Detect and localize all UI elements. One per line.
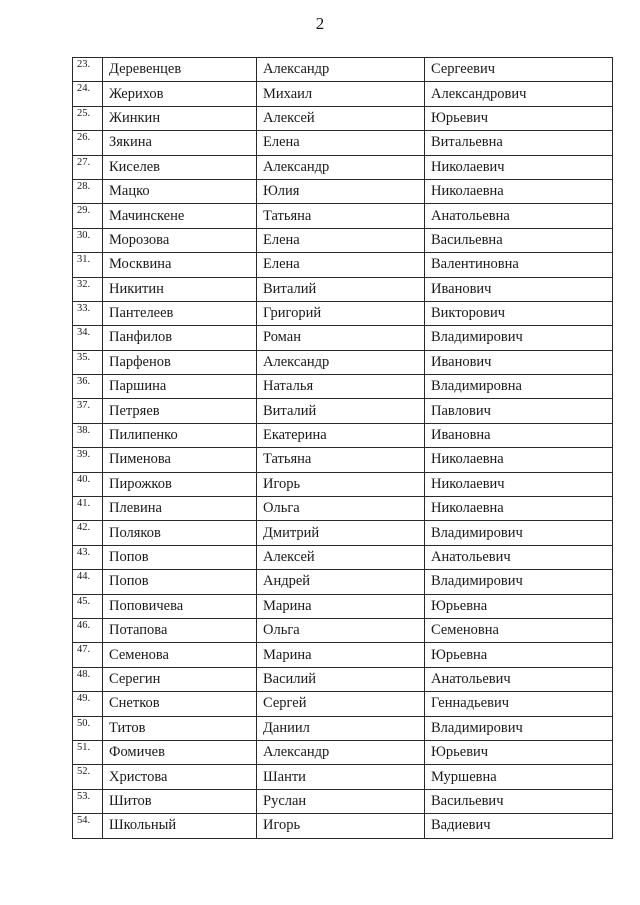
patronymic: Николаевна (425, 448, 613, 472)
last-name: Деревенцев (103, 58, 257, 82)
patronymic: Александрович (425, 82, 613, 106)
first-name: Даниил (257, 716, 425, 740)
last-name: Мачинскене (103, 204, 257, 228)
row-number: 38. (73, 423, 103, 447)
patronymic: Николаевич (425, 472, 613, 496)
row-number: 37. (73, 399, 103, 423)
first-name: Александр (257, 350, 425, 374)
row-number: 33. (73, 301, 103, 325)
table-row (73, 521, 613, 545)
last-name: Плевина (103, 497, 257, 521)
table-row (73, 643, 613, 667)
row-number: 46. (73, 618, 103, 642)
row-number: 54. (73, 814, 103, 838)
first-name: Татьяна (257, 448, 425, 472)
row-number: 23. (73, 58, 103, 82)
row-number: 43. (73, 545, 103, 569)
table-row (73, 594, 613, 618)
row-number: 31. (73, 253, 103, 277)
row-number: 25. (73, 106, 103, 130)
last-name: Паршина (103, 375, 257, 399)
last-name: Петряев (103, 399, 257, 423)
patronymic: Владимирович (425, 326, 613, 350)
last-name: Панфилов (103, 326, 257, 350)
row-number: 53. (73, 789, 103, 813)
first-name: Александр (257, 155, 425, 179)
row-number: 30. (73, 228, 103, 252)
row-number: 48. (73, 667, 103, 691)
first-name: Виталий (257, 277, 425, 301)
patronymic: Владимировна (425, 375, 613, 399)
patronymic: Юрьевич (425, 106, 613, 130)
patronymic: Васильевна (425, 228, 613, 252)
table-row (73, 253, 613, 277)
last-name: Семенова (103, 643, 257, 667)
row-number: 49. (73, 692, 103, 716)
table-row (73, 179, 613, 203)
patronymic: Анатольевич (425, 667, 613, 691)
first-name: Сергей (257, 692, 425, 716)
last-name: Потапова (103, 618, 257, 642)
last-name: Пантелеев (103, 301, 257, 325)
patronymic: Валентиновна (425, 253, 613, 277)
patronymic: Юрьевна (425, 643, 613, 667)
row-number: 51. (73, 740, 103, 764)
last-name: Зякина (103, 131, 257, 155)
first-name: Елена (257, 131, 425, 155)
patronymic: Викторович (425, 301, 613, 325)
first-name: Виталий (257, 399, 425, 423)
table-row (73, 789, 613, 813)
first-name: Юлия (257, 179, 425, 203)
row-number: 24. (73, 82, 103, 106)
table-row (73, 618, 613, 642)
last-name: Шитов (103, 789, 257, 813)
patronymic: Николаевна (425, 497, 613, 521)
row-number: 42. (73, 521, 103, 545)
last-name: Никитин (103, 277, 257, 301)
first-name: Елена (257, 228, 425, 252)
last-name: Христова (103, 765, 257, 789)
last-name: Снетков (103, 692, 257, 716)
names-table (72, 57, 613, 839)
last-name: Титов (103, 716, 257, 740)
table-row (73, 399, 613, 423)
first-name: Роман (257, 326, 425, 350)
table-row (73, 545, 613, 569)
names-table-body (73, 58, 613, 839)
first-name: Алексей (257, 545, 425, 569)
first-name: Татьяна (257, 204, 425, 228)
first-name: Ольга (257, 618, 425, 642)
patronymic: Николаевна (425, 179, 613, 203)
table-row (73, 301, 613, 325)
row-number: 34. (73, 326, 103, 350)
table-row (73, 716, 613, 740)
page-number: 2 (315, 14, 325, 33)
table-row (73, 814, 613, 838)
row-number: 39. (73, 448, 103, 472)
first-name: Ольга (257, 497, 425, 521)
last-name: Пименова (103, 448, 257, 472)
patronymic: Анатольевна (425, 204, 613, 228)
table-row (73, 106, 613, 130)
last-name: Жерихов (103, 82, 257, 106)
first-name: Дмитрий (257, 521, 425, 545)
table-row (73, 277, 613, 301)
first-name: Андрей (257, 570, 425, 594)
first-name: Шанти (257, 765, 425, 789)
row-number: 32. (73, 277, 103, 301)
patronymic: Николаевич (425, 155, 613, 179)
first-name: Григорий (257, 301, 425, 325)
row-number: 45. (73, 594, 103, 618)
patronymic: Сергеевич (425, 58, 613, 82)
last-name: Фомичев (103, 740, 257, 764)
last-name: Жинкин (103, 106, 257, 130)
row-number: 50. (73, 716, 103, 740)
last-name: Пирожков (103, 472, 257, 496)
first-name: Наталья (257, 375, 425, 399)
last-name: Школьный (103, 814, 257, 838)
last-name: Киселев (103, 155, 257, 179)
row-number: 28. (73, 179, 103, 203)
last-name: Попов (103, 570, 257, 594)
patronymic: Владимирович (425, 570, 613, 594)
first-name: Игорь (257, 472, 425, 496)
table-row (73, 740, 613, 764)
last-name: Москвина (103, 253, 257, 277)
first-name: Марина (257, 594, 425, 618)
patronymic: Витальевна (425, 131, 613, 155)
last-name: Серегин (103, 667, 257, 691)
table-row (73, 448, 613, 472)
first-name: Марина (257, 643, 425, 667)
patronymic: Иванович (425, 350, 613, 374)
row-number: 36. (73, 375, 103, 399)
last-name: Попов (103, 545, 257, 569)
table-row (73, 667, 613, 691)
first-name: Екатерина (257, 423, 425, 447)
last-name: Поповичева (103, 594, 257, 618)
row-number: 29. (73, 204, 103, 228)
row-number: 27. (73, 155, 103, 179)
patronymic: Вадиевич (425, 814, 613, 838)
row-number: 47. (73, 643, 103, 667)
table-row (73, 497, 613, 521)
patronymic: Юрьевна (425, 594, 613, 618)
table-row (73, 82, 613, 106)
row-number: 52. (73, 765, 103, 789)
last-name: Поляков (103, 521, 257, 545)
patronymic: Васильевич (425, 789, 613, 813)
last-name: Парфенов (103, 350, 257, 374)
first-name: Алексей (257, 106, 425, 130)
last-name: Морозова (103, 228, 257, 252)
row-number: 41. (73, 497, 103, 521)
patronymic: Владимирович (425, 716, 613, 740)
patronymic: Анатольевич (425, 545, 613, 569)
row-number: 40. (73, 472, 103, 496)
patronymic: Иванович (425, 277, 613, 301)
table-row (73, 228, 613, 252)
patronymic: Ивановна (425, 423, 613, 447)
first-name: Василий (257, 667, 425, 691)
table-row (73, 350, 613, 374)
first-name: Игорь (257, 814, 425, 838)
patronymic: Павлович (425, 399, 613, 423)
patronymic: Владимирович (425, 521, 613, 545)
table-row (73, 570, 613, 594)
patronymic: Геннадьевич (425, 692, 613, 716)
patronymic: Семеновна (425, 618, 613, 642)
patronymic: Муршевна (425, 765, 613, 789)
table-row (73, 765, 613, 789)
last-name: Пилипенко (103, 423, 257, 447)
table-row (73, 423, 613, 447)
last-name: Мацко (103, 179, 257, 203)
first-name: Александр (257, 58, 425, 82)
patronymic: Юрьевич (425, 740, 613, 764)
first-name: Михаил (257, 82, 425, 106)
first-name: Александр (257, 740, 425, 764)
row-number: 44. (73, 570, 103, 594)
table-row (73, 155, 613, 179)
table-row (73, 692, 613, 716)
table-row (73, 58, 613, 82)
table-row (73, 131, 613, 155)
table-row (73, 472, 613, 496)
table-row (73, 326, 613, 350)
row-number: 26. (73, 131, 103, 155)
table-row (73, 375, 613, 399)
first-name: Елена (257, 253, 425, 277)
table-row (73, 204, 613, 228)
first-name: Руслан (257, 789, 425, 813)
row-number: 35. (73, 350, 103, 374)
